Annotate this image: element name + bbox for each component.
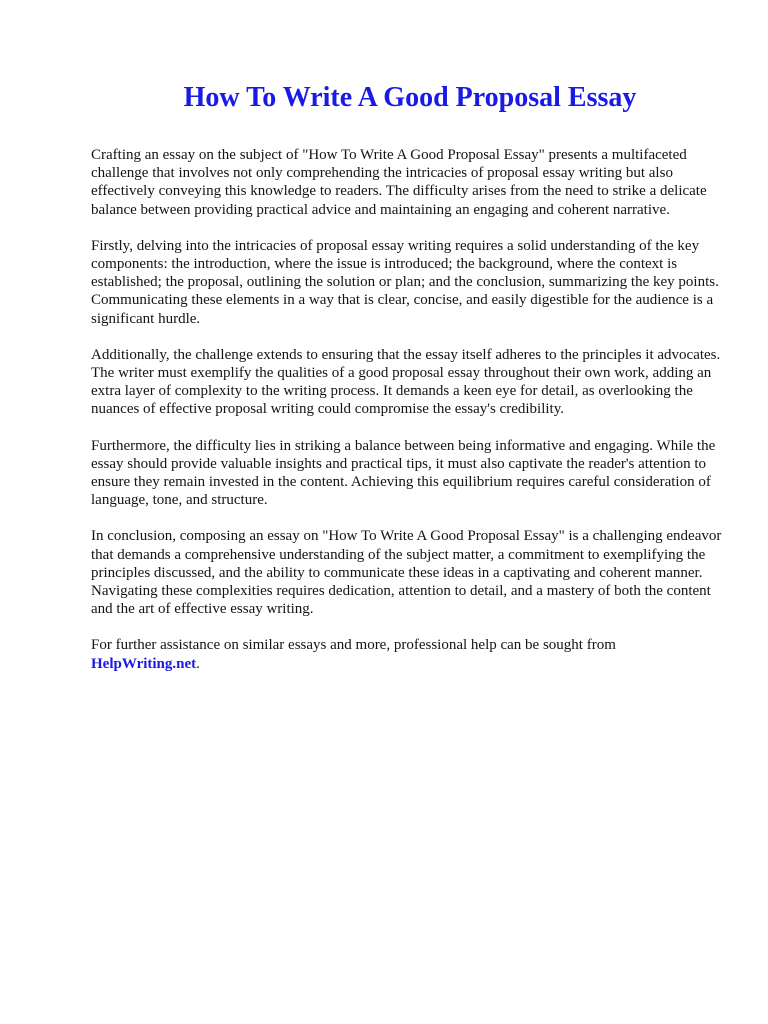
closing-text: For further assistance on similar essays and more, professional help can be sought from bbox=[91, 637, 616, 654]
page-title: How To Write A Good Proposal Essay bbox=[183, 82, 637, 113]
paragraph-1: Crafting an essay on the subject of "How To Write A Good Proposal Essay" presents a multifaceted challenge that involves not only comprehending the intricacies of proposal essay writing but also effectively conveying this knowledge to readers. The difficulty arises from the need to strike a delicate balance between providing practical advice and maintaining an engaging and coherent narrative. bbox=[91, 147, 707, 218]
paragraph-2: Firstly, delving into the intricacies of proposal essay writing requires a solid understanding of the key components: the introduction, where the issue is introduced; the background, where the context is established; the proposal, outlining the solution or plan; and the conclusion, summarizing the key points. Communicating these elements in a way that is clear, concise, and easily digestible for the audience is a significant hurdle. bbox=[91, 237, 719, 327]
essay-body bbox=[91, 146, 723, 691]
paragraph-4: Furthermore, the difficulty lies in striking a balance between being informative and engaging. While the essay should provide valuable insights and practical tips, it must also captivate the reader's attention to ensure they remain invested in the content. Achieving this equilibrium requires careful consideration of language, tone, and structure. bbox=[91, 437, 716, 509]
paragraph-3: Additionally, the challenge extends to ensuring that the essay itself adheres to the principles it advocates. The writer must exemplify the qualities of a good proposal essay throughout their own work, adding an extra layer of complexity to the writing process. It demands a keen eye for detail, as overlooking the nuances of effective proposal writing could compromise the essay's credibility. bbox=[91, 346, 721, 418]
closing-paragraph bbox=[91, 636, 723, 672]
paragraph-5: In conclusion, composing an essay on "How To Write A Good Proposal Essay" is a challenging endeavor that demands a comprehensive understanding of the subject matter, a commitment to exemplifying the principles discussed, and the ability to communicate these ideas in a captivating and coherent manner. Navigating these complexities requires dedication, attention to detail, and a mastery of both the content and the art of effective essay writing. bbox=[91, 528, 722, 618]
helpwriting-link[interactable]: HelpWriting.net bbox=[91, 655, 197, 672]
closing-suffix: . bbox=[196, 655, 200, 672]
